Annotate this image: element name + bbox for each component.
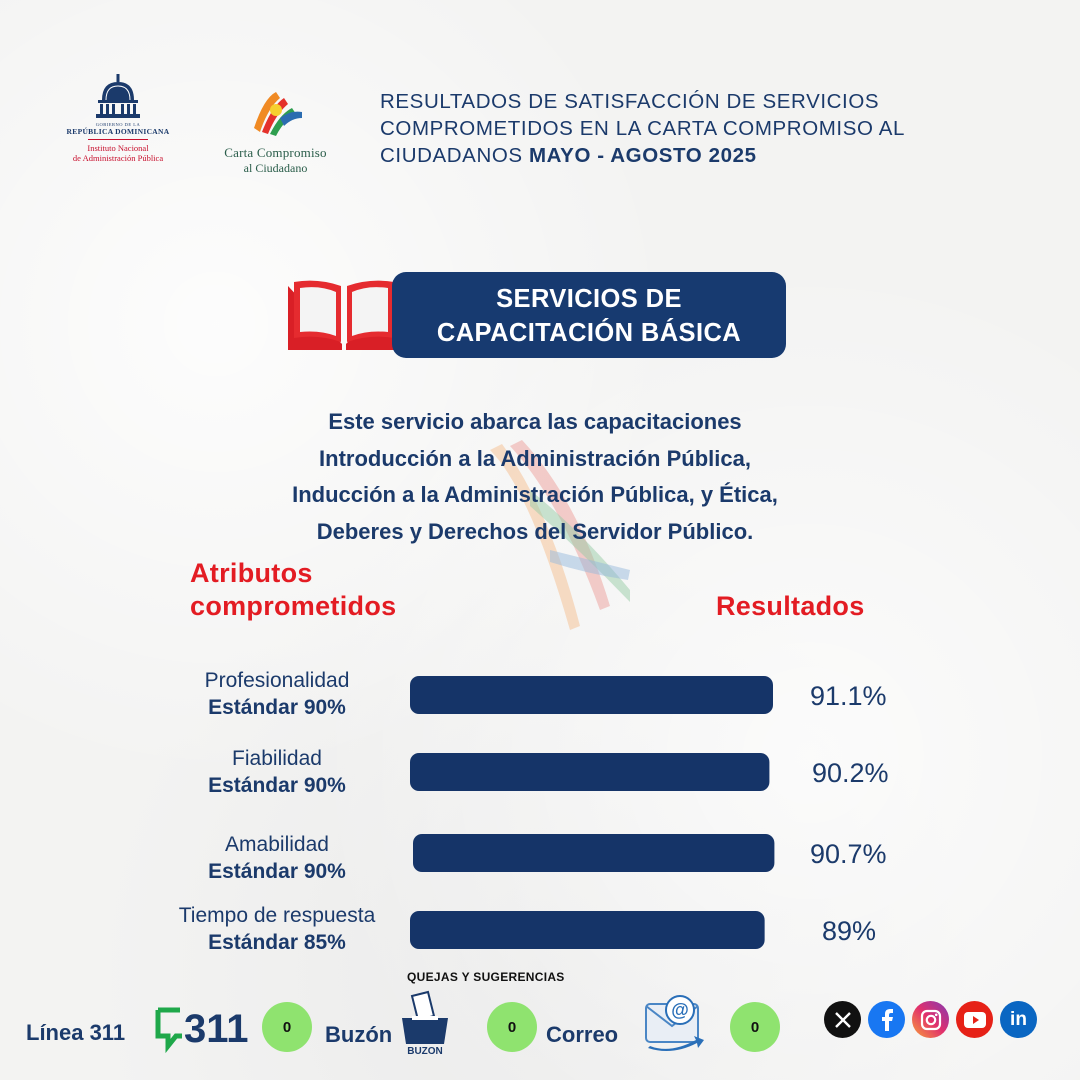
result-value-label-3: 90.7%: [810, 839, 887, 869]
buzon-icon-text: BUZON: [407, 1046, 443, 1057]
government-logo: [58, 74, 178, 163]
x-icon[interactable]: [824, 1001, 861, 1038]
correo-count: 0: [730, 1002, 780, 1052]
dome-icon: [92, 74, 144, 120]
linea-311-count: 0: [262, 1002, 312, 1052]
result-value-label-1: 91.1%: [810, 681, 887, 711]
service-description: [180, 404, 890, 550]
linea-311-label: Línea 311: [26, 1020, 126, 1045]
description-line: Inducción a la Administración Pública, y Ética,: [292, 482, 778, 507]
service-title-line2: CAPACITACIÓN BÁSICA: [436, 319, 742, 347]
instagram-icon[interactable]: [912, 1001, 949, 1038]
attributes-heading-line1: Atributos: [190, 558, 313, 588]
attribute-standard: Estándar 90%: [208, 774, 346, 797]
result-bar-2: [410, 753, 769, 791]
description-line: Este servicio abarca las capacitaciones: [328, 409, 742, 434]
result-value-label-4: 89%: [822, 916, 877, 946]
attribute-name: Tiempo de respuesta: [178, 904, 376, 927]
book-icon: [284, 278, 404, 354]
result-bar-3: [413, 834, 774, 872]
carta-line2: al Ciudadano: [243, 161, 308, 175]
attribute-name: Amabilidad: [225, 833, 329, 856]
page-title: [380, 88, 1020, 169]
svg-text:@: @: [671, 1000, 689, 1020]
attributes-heading-line2: comprometidos: [190, 591, 397, 621]
attribute-standard: Estándar 90%: [208, 860, 346, 883]
attribute-label-amabilidad: [127, 831, 427, 885]
attribute-label-profesionalidad: [127, 667, 427, 721]
description-line: Introducción a la Administración Pública,: [319, 445, 751, 471]
correo-label: Correo: [546, 1022, 619, 1047]
linea-311-logo-icon: [152, 996, 249, 1054]
linea-311-logo-text: 311: [184, 1007, 249, 1051]
result-value-label-2: 90.2%: [812, 758, 889, 788]
email-icon: [640, 990, 708, 1054]
carta-logo-icon: [246, 88, 306, 138]
result-bar-1: [410, 676, 773, 714]
gov-name: REPÚBLICA DOMINICANA: [66, 127, 170, 136]
result-bar-4: [410, 911, 765, 949]
carta-compromiso-logo: [208, 88, 343, 176]
service-title-line1: SERVICIOS DE: [496, 285, 682, 313]
title-period: MAYO - AGOSTO 2025: [528, 144, 757, 167]
attribute-standard: Estándar 90%: [208, 696, 346, 719]
attribute-name: Profesionalidad: [204, 669, 350, 692]
facebook-icon[interactable]: [868, 1001, 905, 1038]
description-line: Deberes y Derechos del Servidor Público.: [316, 518, 754, 544]
linkedin-icon[interactable]: in: [1000, 1001, 1037, 1038]
buzon-label: Buzón: [325, 1022, 393, 1047]
results-heading: Resultados: [716, 591, 865, 621]
attribute-standard: Estándar 85%: [208, 931, 346, 954]
ballot-box-icon: [398, 990, 452, 1056]
service-banner: [392, 272, 786, 358]
gov-small-text: GOBIERNO DE LA: [95, 122, 141, 127]
youtube-icon[interactable]: [956, 1001, 993, 1038]
carta-line1: Carta Compromiso: [224, 145, 327, 160]
attributes-heading: [190, 557, 396, 623]
complaints-heading: QUEJAS Y SUGERENCIAS: [407, 970, 565, 984]
institute-line1: Instituto Nacional: [87, 143, 149, 153]
attribute-name: Fiabilidad: [232, 747, 322, 770]
title-plain: RESULTADOS DE SATISFACCIÓN DE SERVICIOS COMPROMETIDOS EN LA CARTA COMPROMISO AL CIUDADANOS: [380, 90, 905, 167]
divider: [88, 139, 148, 140]
attribute-label-fiabilidad: [127, 745, 427, 799]
attribute-label-tiempo-de-respuesta: [127, 902, 427, 956]
institute-line2: de Administración Pública: [72, 153, 164, 163]
buzon-count: 0: [487, 1002, 537, 1052]
